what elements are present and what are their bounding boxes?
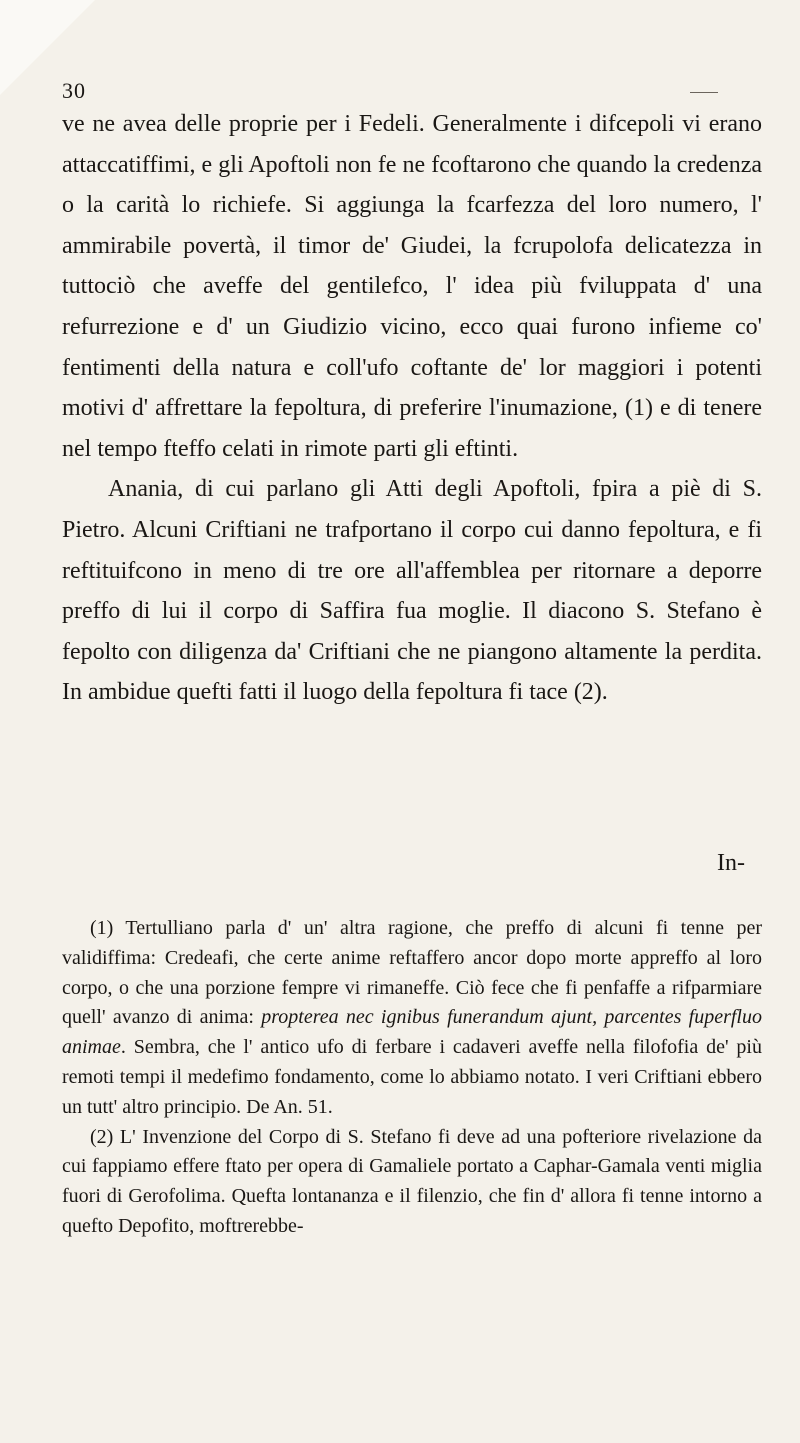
footnote-1-text-end: . Sembra, che l' antico ufo di ferbare i cadaveri aveffe nella filofofia de' più remoti tempi il medefimo fondamento, come lo abbiamo notato. I veri Criftiani ebbero un tutt' altro principio. De An. 51. <box>62 1036 762 1118</box>
catchword: In- <box>717 850 745 876</box>
page-number: 30 <box>62 78 86 103</box>
footnote-2: (2) L' Invenzione del Corpo di S. Stefano fi deve ad una pofteriore rivelazione da cui fappiamo effere ftato per opera di Gamaliele portato a Caphar-Gamala venti miglia fuori di Gerofolima. Quefta lontananza e il filenzio, che fin d' allora fi tenne intorno a quefto Depofito, moftrerebbe- <box>62 1125 762 1237</box>
header-rule <box>690 92 718 93</box>
main-text <box>62 104 762 713</box>
footnote-1-latin-quote: propterea nec ignibus funerandum ajunt, parcentes fuperfluo animae <box>62 1006 762 1059</box>
paragraph-2: Anania, di cui parlano gli Atti degli Apoftoli, fpira a piè di S. Pietro. Alcuni Criftiani ne trafportano il corpo cui danno fepoltura, e fi reftituifcono in meno di tre ore all'affemblea per ritornare a deporre preffo di lui il corpo di Saffira fua moglie. Il diacono S. Stefano è fepolto con diligenza da' Criftiani che ne piangono altamente la perdita. In ambidue quefti fatti il luogo della fepoltura fi tace (2). <box>62 476 762 706</box>
footnote-1-text: (1) Tertulliano parla d' un' altra ragione, che preffo di alcuni fi tenne per validiffima: Credeafi, che certe anime reftaffero ancor dopo morte appreffo al loro corpo, o che una porzione fempre vi rimaneffe. Ciò fece che fi penfaffe a rifparmiare quell' avanzo di anima: <box>62 917 762 1029</box>
footnote-1 <box>62 914 762 1123</box>
footnotes <box>62 914 762 1242</box>
paragraph-1: ve ne avea delle proprie per i Fedeli. Generalmente i difcepoli vi erano attaccatiffimi, e gli Apoftoli non fe ne fcoftarono che quando la credenza o la carità lo richiefe. Si aggiunga la fcarfezza del loro numero, l' ammirabile povertà, il timor de' Giudei, la fcrupolofa delicatezza in tuttociò che aveffe del gentilefco, l' idea più fviluppata d' una refurrezione e d' un Giudizio vicino, ecco quai furono infieme co' fentimenti della natura e coll'ufo coftante de' lor maggiori i potenti motivi d' affrettare la fepoltura, di preferire l'inumazione, (1) e di tenere nel tempo fteffo celati in rimote parti gli eftinti. <box>62 111 762 462</box>
